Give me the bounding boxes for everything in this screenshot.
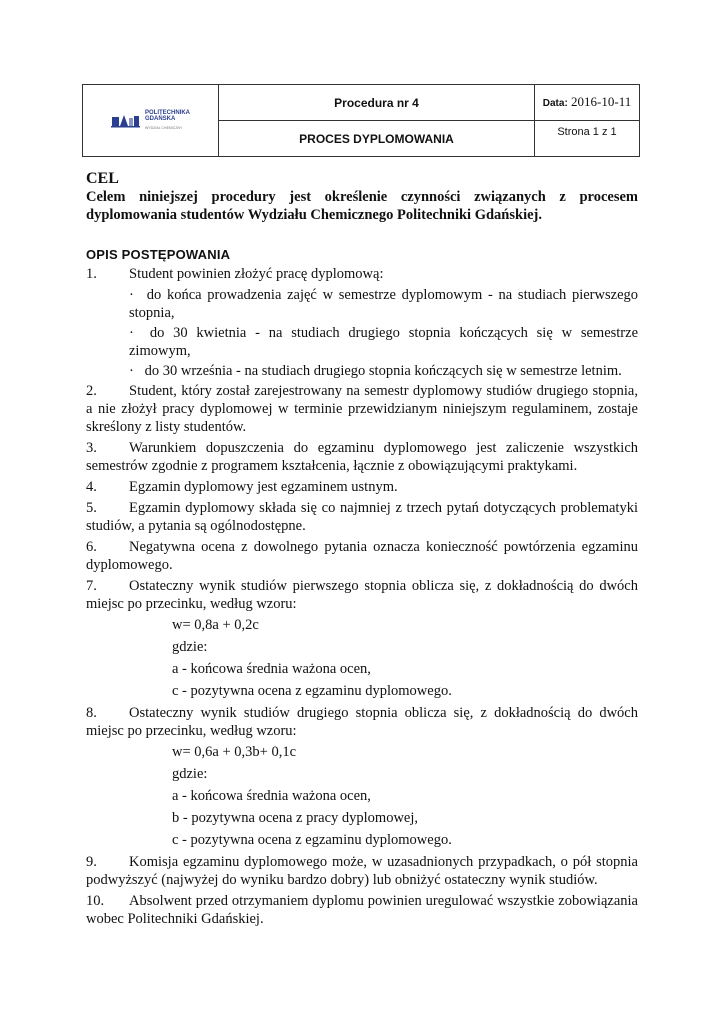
bullet-item xyxy=(129,324,638,360)
list-item-7 xyxy=(86,577,638,613)
formula-var-b: b - pozytywna ocena z pracy dyplomowej, xyxy=(172,810,419,826)
item-number: 7. xyxy=(86,578,97,594)
page-number-text: Strona 1 z 1 xyxy=(557,126,617,138)
item-text: Student powinien złożyć pracę dyplomową: xyxy=(129,266,384,282)
item-number: 9. xyxy=(86,854,97,870)
formula-second-degree xyxy=(172,743,638,850)
item-number: 8. xyxy=(86,705,97,721)
document-body xyxy=(86,170,638,931)
cel-heading: CEL xyxy=(86,170,119,187)
university-logo xyxy=(83,85,218,156)
item-text: Egzamin dyplomowy składa się co najmniej z trzech pytań dotyczących problematyki studiów, a pytania są ogólnodostępne. xyxy=(86,500,638,534)
item-number: 5. xyxy=(86,500,97,516)
procedure-number xyxy=(219,85,535,121)
item-number: 4. xyxy=(86,479,97,495)
formula-first-degree xyxy=(172,616,638,701)
logo-line1: POLITECHNIKA xyxy=(145,109,190,116)
item-number: 3. xyxy=(86,440,97,456)
bullet-text: do 30 kwietnia - na studiach drugiego stopnia kończących się w semestrze zimowym, xyxy=(129,325,639,359)
list-item-3 xyxy=(86,439,638,475)
bullet-text: do końca prowadzenia zajęć w semestrze dyplomowym - na studiach pierwszego stopnia, xyxy=(129,287,639,321)
item-text: Ostateczny wynik studiów pierwszego stopnia oblicza się, z dokładnością do dwóch miejsc po przecinku, według wzoru: xyxy=(86,578,638,612)
bullet-item xyxy=(129,362,638,380)
formula-var-a: a - końcowa średnia ważona ocen, xyxy=(172,661,371,677)
item-number: 10. xyxy=(86,893,105,909)
item-text: Komisja egzaminu dyplomowego może, w uzasadnionych przypadkach, o pół stopnia podwyższyć (najwyżej do wyniku bardzo dobry) lub obniżyć ostateczny wynik studiów. xyxy=(86,854,638,888)
formula-var-a: a - końcowa średnia ważona ocen, xyxy=(172,788,371,804)
process-title xyxy=(219,121,535,157)
procedure-number-text: Procedura nr 4 xyxy=(334,95,419,110)
list-item-8 xyxy=(86,704,638,740)
item-text: Student, który został zarejestrowany na semestr dyplomowy studiów drugiego stopnia, a nie złożył pracy dyplomowej w terminie przewidzianym niniejszym regulaminem, zostaje skreślony z listy studentów. xyxy=(86,383,638,435)
process-title-text: PROCES DYPLOMOWANIA xyxy=(299,131,454,146)
item-text: Egzamin dyplomowy jest egzaminem ustnym. xyxy=(129,479,398,495)
item-text: Warunkiem dopuszczenia do egzaminu dyplomowego jest zaliczenie wszystkich semestrów zgodnie z programem kształcenia, łącznie z obowiązującymi praktykami. xyxy=(86,440,638,474)
list-item-5 xyxy=(86,499,638,535)
procedure-header-table xyxy=(82,84,640,157)
formula-where: gdzie: xyxy=(172,766,208,782)
bullet-item xyxy=(129,286,638,322)
page-number xyxy=(535,121,640,157)
logo-cell xyxy=(83,85,219,157)
cel-text: Celem niniejszej procedury jest określenie czynności związanych z procesem dyplomowania studentów Wydziału Chemicznego Politechniki Gdańskiej. xyxy=(86,189,638,223)
item-number: 2. xyxy=(86,383,97,399)
logo-text xyxy=(145,110,190,132)
logo-subtitle: WYDZIAŁ CHEMICZNY xyxy=(145,125,183,130)
formula-var-c: c - pozytywna ocena z egzaminu dyplomowego. xyxy=(172,683,452,699)
list-item-4 xyxy=(86,478,638,496)
item-text: Ostateczny wynik studiów drugiego stopnia oblicza się, z dokładnością do dwóch miejsc po przecinku, według wzoru: xyxy=(86,705,638,739)
list-item-10 xyxy=(86,892,638,928)
date-cell xyxy=(535,85,640,121)
list-item-6 xyxy=(86,538,638,574)
list-item-9 xyxy=(86,853,638,889)
formula-var-c: c - pozytywna ocena z egzaminu dyplomowego. xyxy=(172,832,452,848)
bullet-dot: · xyxy=(129,287,134,303)
list-item-1 xyxy=(86,265,638,283)
politechnika-logo-icon xyxy=(111,113,141,129)
date-value: 2016-10-11 xyxy=(571,93,632,109)
formula-equation: w= 0,6a + 0,3b+ 0,1c xyxy=(172,744,297,760)
item-number: 6. xyxy=(86,539,97,555)
bullet-dot: · xyxy=(129,325,134,341)
formula-equation: w= 0,8a + 0,2c xyxy=(172,617,259,633)
formula-where: gdzie: xyxy=(172,639,208,655)
item-number: 1. xyxy=(86,266,97,282)
bullet-text: do 30 września - na studiach drugiego stopnia kończących się w semestrze letnim. xyxy=(144,363,622,379)
item-text: Negatywna ocena z dowolnego pytania oznacza konieczność powtórzenia egzaminu dyplomowego. xyxy=(86,539,638,573)
logo-line2: GDAŃSKA xyxy=(145,116,176,123)
bullet-dot: · xyxy=(129,363,134,379)
opis-heading: OPIS POSTĘPOWANIA xyxy=(86,247,231,262)
list-item-2 xyxy=(86,382,638,436)
item-text: Absolwent przed otrzymaniem dyplomu powinien uregulować wszystkie zobowiązania wobec Politechniki Gdańskiej. xyxy=(86,893,638,927)
date-label: Data: xyxy=(542,97,568,109)
